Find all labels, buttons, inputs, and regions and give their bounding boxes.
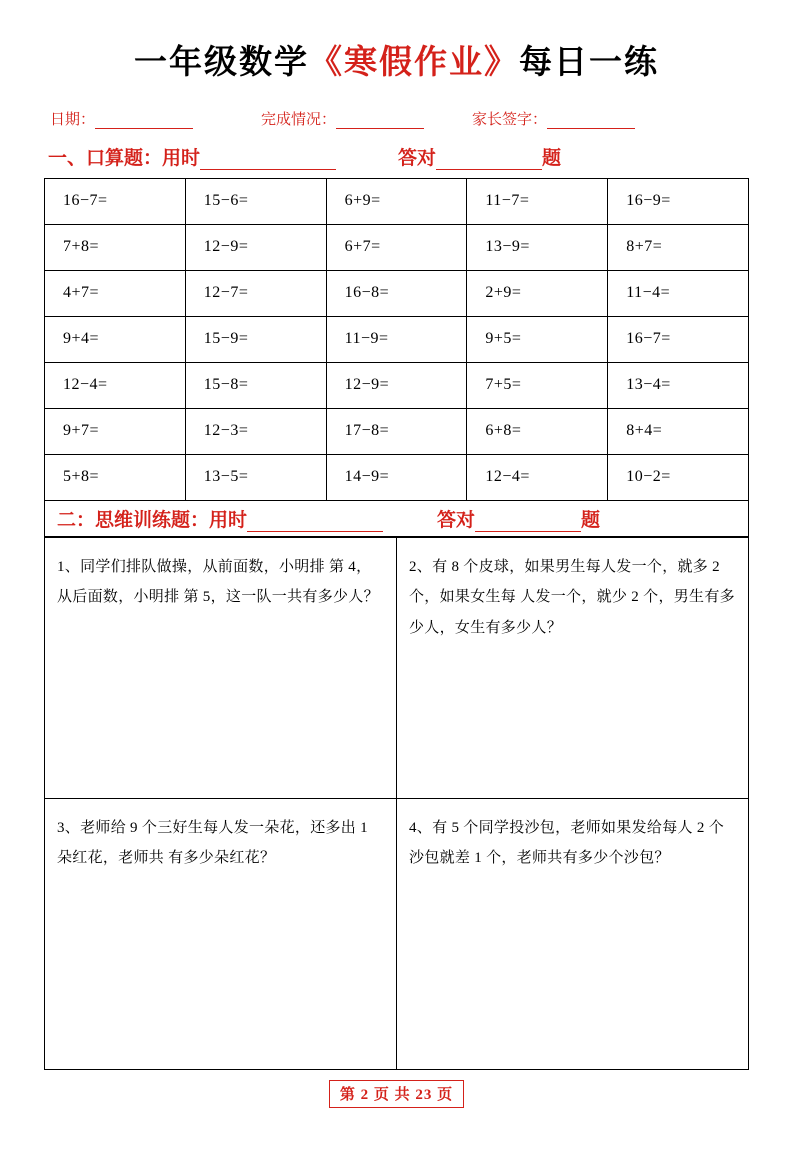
table-row: [45, 537, 749, 798]
section-2-heading-prefix: 二：思维训练题：用时: [57, 509, 248, 531]
section-1-heading-prefix: 一、口算题：用时: [48, 147, 201, 169]
info-line: [44, 108, 749, 129]
calc-cell[interactable]: 16−7=: [608, 316, 749, 362]
calc-cell[interactable]: 13−4=: [608, 362, 749, 408]
calc-cell[interactable]: 8+7=: [608, 224, 749, 270]
calc-cell[interactable]: 7+5=: [467, 362, 608, 408]
problem-cell[interactable]: 1、同学们排队做操，从前面数，小明排 第 4，从后面数，小明排 第 5，这一队一共有多少人？: [45, 537, 397, 798]
worksheet-page: [0, 44, 793, 1166]
calc-cell[interactable]: 11−4=: [608, 270, 749, 316]
title-part-1: 一年级数学: [134, 45, 309, 81]
table-row: [45, 178, 749, 224]
date-label: 日期：: [50, 111, 96, 128]
calc-cell[interactable]: 6+8=: [467, 408, 608, 454]
date-blank[interactable]: [95, 114, 193, 129]
section-2-heading-suffix: 题: [581, 509, 601, 531]
calc-cell[interactable]: 13−9=: [467, 224, 608, 270]
table-row: [45, 798, 749, 1069]
calc-cell[interactable]: 12−9=: [326, 362, 467, 408]
calc-cell[interactable]: 17−8=: [326, 408, 467, 454]
calc-cell[interactable]: 9+4=: [45, 316, 186, 362]
calc-cell[interactable]: 11−7=: [467, 178, 608, 224]
calc-cell[interactable]: 9+7=: [45, 408, 186, 454]
calc-cell[interactable]: 8+4=: [608, 408, 749, 454]
section-2-correct-blank[interactable]: [475, 514, 581, 532]
calc-cell[interactable]: 15−6=: [185, 178, 326, 224]
calc-cell[interactable]: 12−4=: [45, 362, 186, 408]
calc-cell[interactable]: 15−9=: [185, 316, 326, 362]
signature-field[interactable]: [472, 108, 635, 129]
signature-blank[interactable]: [547, 114, 635, 129]
calc-cell[interactable]: 13−5=: [185, 454, 326, 500]
section-2-heading-middle: 答对: [437, 509, 476, 531]
calc-cell[interactable]: 4+7=: [45, 270, 186, 316]
table-row: [45, 316, 749, 362]
calc-cell[interactable]: 9+5=: [467, 316, 608, 362]
table-row: [45, 270, 749, 316]
date-field[interactable]: [50, 108, 193, 129]
page-number-badge: 第 2 页 共 23 页: [329, 1080, 464, 1108]
page-title: [44, 44, 749, 84]
title-part-3: 每日一练: [519, 45, 659, 81]
section-1-time-blank[interactable]: [200, 152, 336, 170]
calc-cell[interactable]: 10−2=: [608, 454, 749, 500]
calc-cell[interactable]: 12−4=: [467, 454, 608, 500]
problem-cell[interactable]: 4、有 5 个同学投沙包，老师如果发给每人 2 个沙包就差 1 个，老师共有多少个沙包？: [397, 798, 749, 1069]
problem-cell[interactable]: 2、有 8 个皮球，如果男生每人发一个，就多 2 个，如果女生每 人发一个，就少 2 个，男生有多少人，女生有多少人？: [397, 537, 749, 798]
section-1-correct-blank[interactable]: [436, 152, 542, 170]
table-row: [45, 408, 749, 454]
footer: [0, 1080, 793, 1108]
calc-cell[interactable]: 16−8=: [326, 270, 467, 316]
oral-calculation-table: [44, 178, 749, 501]
signature-label: 家长签字：: [472, 111, 548, 128]
completion-label: 完成情况：: [261, 111, 337, 128]
calc-cell[interactable]: 15−8=: [185, 362, 326, 408]
calc-cell[interactable]: 12−7=: [185, 270, 326, 316]
calc-cell[interactable]: 16−7=: [45, 178, 186, 224]
section-2-heading: [53, 505, 600, 532]
problem-cell[interactable]: 3、老师给 9 个三好生每人发一朵花，还多出 1 朵红花，老师共 有多少朵红花？: [45, 798, 397, 1069]
calc-cell[interactable]: 14−9=: [326, 454, 467, 500]
calc-cell[interactable]: 11−9=: [326, 316, 467, 362]
section-1-heading-middle: 答对: [398, 147, 437, 169]
calc-cell[interactable]: 16−9=: [608, 178, 749, 224]
table-row: [45, 362, 749, 408]
table-row: [45, 454, 749, 500]
completion-blank[interactable]: [336, 114, 424, 129]
completion-field[interactable]: [261, 108, 424, 129]
calc-cell[interactable]: 2+9=: [467, 270, 608, 316]
word-problems-table: [44, 537, 749, 1070]
calc-cell[interactable]: 6+7=: [326, 224, 467, 270]
calc-cell[interactable]: 7+8=: [45, 224, 186, 270]
calc-cell[interactable]: 6+9=: [326, 178, 467, 224]
table-row: [45, 224, 749, 270]
calc-cell[interactable]: 12−3=: [185, 408, 326, 454]
section-1-heading-suffix: 题: [542, 147, 562, 169]
calc-cell[interactable]: 5+8=: [45, 454, 186, 500]
section-1-heading: [44, 143, 749, 170]
title-part-2: 《寒假作业》: [309, 45, 519, 81]
section-2-heading-box: [44, 501, 749, 537]
section-2-time-blank[interactable]: [247, 514, 383, 532]
calc-cell[interactable]: 12−9=: [185, 224, 326, 270]
